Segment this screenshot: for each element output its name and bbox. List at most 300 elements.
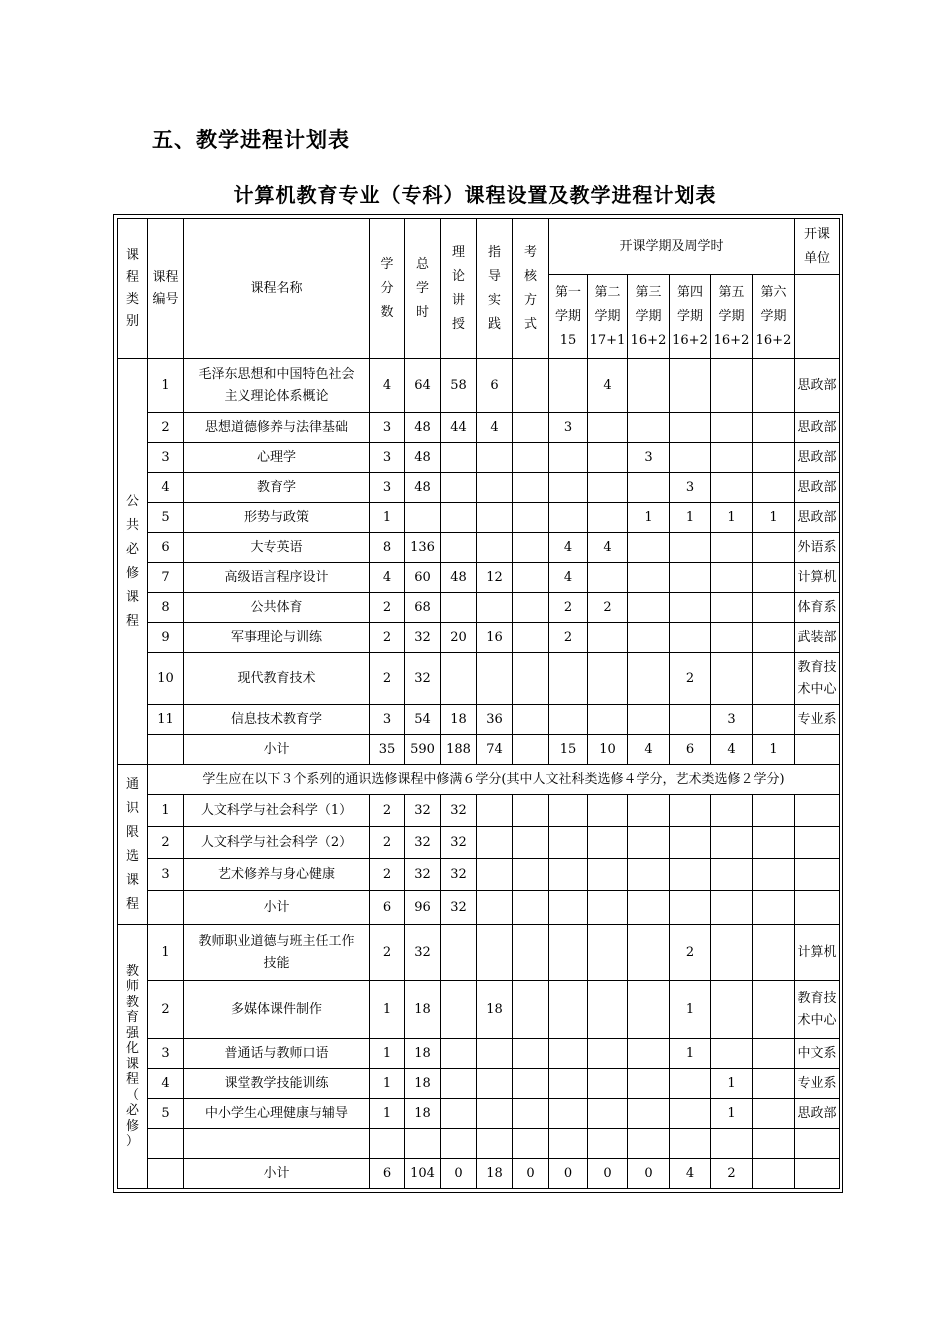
course-unit (795, 705, 840, 735)
course-no: 9 (148, 623, 184, 653)
category-char: 修 (125, 565, 139, 581)
course-hours: 68 (405, 593, 441, 623)
category-char: 共 (125, 517, 139, 533)
course-unit-line: 思政部 (797, 449, 837, 465)
course-semester-1 (549, 1039, 588, 1069)
course-semester-6 (753, 981, 795, 1039)
course-name (184, 653, 370, 705)
course-unit-line: 体育系 (797, 599, 837, 615)
course-semester-6 (753, 705, 795, 735)
table-row (118, 1129, 840, 1159)
course-semester-3 (628, 1039, 670, 1069)
header-category-char: 类 (125, 291, 139, 307)
course-semester-2: 0 (588, 1159, 628, 1189)
course-semester-5 (711, 359, 753, 413)
course-no: 3 (148, 1039, 184, 1069)
course-semester-3: 0 (628, 1159, 670, 1189)
course-semester-1: 3 (549, 413, 588, 443)
course-no (148, 891, 184, 925)
course-practice (477, 653, 513, 705)
course-semester-2 (588, 1069, 628, 1099)
header-unit-line: 开课 (804, 226, 831, 242)
course-semester-3 (628, 623, 670, 653)
course-semester-4 (670, 563, 711, 593)
course-semester-3 (628, 891, 670, 925)
header-semester-weeks: 16+2 (755, 332, 792, 348)
category-char: 修 (125, 1118, 139, 1134)
course-semester-6 (753, 563, 795, 593)
course-unit-line: 术中心 (797, 681, 837, 697)
course-theory: 48 (441, 563, 477, 593)
course-hours: 60 (405, 563, 441, 593)
course-semester-6 (753, 533, 795, 563)
course-practice (477, 925, 513, 981)
course-semester-2 (588, 859, 628, 891)
header-category (118, 219, 148, 359)
header-credits-char: 学 (380, 256, 394, 272)
table-row (118, 1069, 840, 1099)
course-semester-3 (628, 1069, 670, 1099)
course-unit (795, 1129, 840, 1159)
course-name (184, 1069, 370, 1099)
course-no: 1 (148, 795, 184, 827)
course-semester-4: 6 (670, 735, 711, 765)
course-name (184, 359, 370, 413)
course-semester-4: 2 (670, 653, 711, 705)
course-semester-6 (753, 359, 795, 413)
course-no: 2 (148, 827, 184, 859)
course-practice: 6 (477, 359, 513, 413)
course-semester-2 (588, 1099, 628, 1129)
course-exam (513, 503, 549, 533)
course-hours: 32 (405, 795, 441, 827)
course-credits: 3 (370, 443, 405, 473)
category-char: 程 (125, 613, 139, 629)
course-unit (795, 1039, 840, 1069)
course-semester-3: 3 (628, 443, 670, 473)
course-name-line: 主义理论体系概论 (224, 388, 329, 404)
course-semester-1 (549, 795, 588, 827)
course-name (184, 859, 370, 891)
header-semester-name: 第二 (594, 284, 621, 300)
course-credits: 2 (370, 653, 405, 705)
course-semester-1 (549, 925, 588, 981)
course-semester-5 (711, 593, 753, 623)
course-name-line: 高级语言程序设计 (224, 569, 329, 585)
header-semester-label: 学期 (718, 308, 745, 324)
subtotal-row (118, 735, 840, 765)
course-semester-6 (753, 1099, 795, 1129)
course-practice: 18 (477, 1159, 513, 1189)
course-practice (477, 859, 513, 891)
header-name: 课程名称 (184, 219, 370, 359)
course-exam (513, 1039, 549, 1069)
course-theory: 20 (441, 623, 477, 653)
course-unit-line: 术中心 (797, 1012, 837, 1028)
table-row (118, 623, 840, 653)
subtotal-row (118, 1159, 840, 1189)
course-semester-2 (588, 563, 628, 593)
course-credits: 6 (370, 1159, 405, 1189)
course-unit-line: 专业系 (797, 711, 837, 727)
course-unit-line: 计算机 (797, 944, 837, 960)
course-no: 6 (148, 533, 184, 563)
course-hours: 104 (405, 1159, 441, 1189)
header-practice-char: 实 (487, 292, 501, 308)
course-credits: 3 (370, 413, 405, 443)
category-char: 通 (125, 776, 139, 792)
course-semester-4: 1 (670, 981, 711, 1039)
course-semester-2 (588, 653, 628, 705)
course-semester-5 (711, 443, 753, 473)
course-semester-5 (711, 795, 753, 827)
course-semester-4: 4 (670, 1159, 711, 1189)
course-credits: 4 (370, 359, 405, 413)
course-semester-2 (588, 443, 628, 473)
category-char: 强 (125, 1025, 139, 1041)
course-semester-2: 10 (588, 735, 628, 765)
course-name (184, 1099, 370, 1129)
header-semester-5 (711, 275, 753, 359)
header-category-char: 程 (125, 269, 139, 285)
course-name-line: 艺术修养与身心健康 (217, 866, 335, 882)
category-char: 公 (125, 493, 139, 509)
header-code (148, 219, 184, 359)
category-char: 必 (125, 1103, 139, 1118)
course-semester-6 (753, 1129, 795, 1159)
course-name-line: 技能 (263, 955, 290, 971)
course-semester-1 (549, 653, 588, 705)
course-no: 7 (148, 563, 184, 593)
course-name (184, 925, 370, 981)
course-practice (477, 891, 513, 925)
course-theory: 32 (441, 891, 477, 925)
course-no: 2 (148, 413, 184, 443)
course-semester-6 (753, 925, 795, 981)
course-no (148, 1129, 184, 1159)
course-credits: 35 (370, 735, 405, 765)
course-theory (441, 503, 477, 533)
course-theory: 188 (441, 735, 477, 765)
course-semester-6 (753, 1039, 795, 1069)
header-semester-1 (549, 275, 588, 359)
course-unit (795, 925, 840, 981)
course-name (184, 443, 370, 473)
course-name (184, 1159, 370, 1189)
header-total-hours-char: 时 (415, 304, 429, 320)
category-char: 选 (125, 848, 139, 864)
category-char: 程 (125, 896, 139, 912)
header-semester-2 (588, 275, 628, 359)
course-semester-3 (628, 859, 670, 891)
course-hours: 18 (405, 1099, 441, 1129)
course-hours: 18 (405, 1069, 441, 1099)
course-semester-2: 4 (588, 359, 628, 413)
course-no: 2 (148, 981, 184, 1039)
course-semester-1 (549, 1129, 588, 1159)
course-exam (513, 1129, 549, 1159)
course-hours: 32 (405, 925, 441, 981)
header-semester-weeks: 17+1 (589, 332, 626, 348)
course-exam (513, 413, 549, 443)
course-hours: 54 (405, 705, 441, 735)
course-practice (477, 1039, 513, 1069)
header-semester-label: 学期 (635, 308, 662, 324)
course-semester-3 (628, 827, 670, 859)
header-unit-empty (795, 275, 840, 359)
course-name (184, 735, 370, 765)
course-semester-2 (588, 705, 628, 735)
course-unit (795, 1159, 840, 1189)
course-hours: 18 (405, 981, 441, 1039)
header-unit-line: 单位 (804, 250, 831, 266)
course-exam (513, 473, 549, 503)
course-semester-1 (549, 503, 588, 533)
header-credits-char: 分 (380, 280, 394, 296)
course-credits: 2 (370, 925, 405, 981)
course-semester-6 (753, 859, 795, 891)
course-unit-line: 专业系 (797, 1075, 837, 1091)
course-theory (441, 473, 477, 503)
course-name-line: 思想道德修养与法律基础 (204, 419, 348, 435)
course-practice (477, 503, 513, 533)
course-practice: 74 (477, 735, 513, 765)
course-name-line: 教育学 (256, 479, 296, 495)
course-semester-2 (588, 1129, 628, 1159)
course-semester-1 (549, 705, 588, 735)
course-no: 1 (148, 925, 184, 981)
course-semester-3 (628, 981, 670, 1039)
course-semester-1 (549, 359, 588, 413)
course-exam (513, 533, 549, 563)
course-theory: 32 (441, 795, 477, 827)
course-semester-4 (670, 1129, 711, 1159)
course-theory (441, 981, 477, 1039)
course-practice: 18 (477, 981, 513, 1039)
course-theory: 0 (441, 1159, 477, 1189)
course-practice (477, 533, 513, 563)
header-row-1 (118, 219, 840, 275)
course-semester-3 (628, 795, 670, 827)
course-semester-3 (628, 413, 670, 443)
course-semester-5: 1 (711, 503, 753, 533)
course-credits: 3 (370, 705, 405, 735)
course-name-line: 毛泽东思想和中国特色社会 (198, 366, 355, 382)
course-name-line: 课堂教学技能训练 (224, 1075, 329, 1091)
course-semester-2 (588, 623, 628, 653)
course-hours: 48 (405, 413, 441, 443)
course-semester-1: 0 (549, 1159, 588, 1189)
table-row (118, 359, 840, 413)
course-semester-6 (753, 1069, 795, 1099)
header-total-hours-char: 总 (415, 256, 429, 272)
course-credits: 4 (370, 563, 405, 593)
course-hours: 32 (405, 827, 441, 859)
course-unit (795, 735, 840, 765)
course-semester-4: 2 (670, 925, 711, 981)
table-row (118, 563, 840, 593)
course-theory (441, 443, 477, 473)
course-semester-6 (753, 413, 795, 443)
header-exam-char: 考 (523, 244, 537, 260)
course-name (184, 503, 370, 533)
course-semester-4 (670, 413, 711, 443)
course-theory (441, 593, 477, 623)
course-semester-4: 1 (670, 503, 711, 533)
course-credits: 8 (370, 533, 405, 563)
course-theory (441, 653, 477, 705)
course-semester-3: 4 (628, 735, 670, 765)
course-name-line: 现代教育技术 (237, 670, 316, 686)
course-semester-1 (549, 1099, 588, 1129)
course-semester-3 (628, 533, 670, 563)
header-exam (513, 219, 549, 359)
table-row (118, 1099, 840, 1129)
course-semester-5 (711, 1129, 753, 1159)
course-semester-3 (628, 1129, 670, 1159)
course-exam (513, 827, 549, 859)
course-unit (795, 623, 840, 653)
course-semester-2 (588, 891, 628, 925)
course-semester-5 (711, 891, 753, 925)
course-hours: 32 (405, 623, 441, 653)
course-name-line: 形势与政策 (243, 509, 309, 525)
course-name (184, 705, 370, 735)
header-semester-label: 学期 (760, 308, 787, 324)
group2-category (118, 765, 148, 925)
course-semester-3 (628, 925, 670, 981)
header-semester-weeks: 16+2 (630, 332, 667, 348)
elective-note: 学生应在以下３个系列的通识选修课程中修满６学分(其中人文社科类选修４学分，艺术类选修２学分) (148, 765, 840, 795)
course-exam (513, 705, 549, 735)
course-hours (405, 503, 441, 533)
course-semester-6 (753, 795, 795, 827)
course-semester-6 (753, 443, 795, 473)
course-exam (513, 593, 549, 623)
course-semester-2: 2 (588, 593, 628, 623)
course-practice (477, 473, 513, 503)
course-semester-1: 4 (549, 563, 588, 593)
course-semester-5 (711, 473, 753, 503)
course-credits: 2 (370, 593, 405, 623)
course-name (184, 563, 370, 593)
course-exam (513, 735, 549, 765)
course-semester-4 (670, 533, 711, 563)
course-plan-table (117, 218, 840, 1189)
course-semester-4 (670, 1069, 711, 1099)
header-semester-label: 学期 (554, 308, 581, 324)
course-semester-4: 1 (670, 1039, 711, 1069)
header-exam-char: 核 (523, 268, 537, 284)
table-row (118, 653, 840, 705)
course-theory (441, 1099, 477, 1129)
course-theory: 44 (441, 413, 477, 443)
category-char: 课 (125, 589, 139, 605)
course-name (184, 413, 370, 443)
course-hours: 32 (405, 859, 441, 891)
course-exam (513, 981, 549, 1039)
course-practice (477, 1099, 513, 1129)
header-practice-char: 指 (487, 244, 501, 260)
category-char: 师 (125, 979, 139, 994)
course-unit (795, 981, 840, 1039)
header-semester-name: 第五 (718, 284, 745, 300)
course-exam (513, 623, 549, 653)
course-practice (477, 795, 513, 827)
course-name-line: 人文科学与社会科学（2） (200, 834, 353, 850)
course-unit-line: 教育技 (797, 659, 837, 675)
course-practice (477, 1069, 513, 1099)
course-name (184, 1039, 370, 1069)
course-semester-5 (711, 859, 753, 891)
course-unit-line: 中文系 (797, 1045, 837, 1061)
course-no (148, 1159, 184, 1189)
course-semester-5 (711, 653, 753, 705)
course-credits: 3 (370, 473, 405, 503)
course-unit (795, 473, 840, 503)
course-name-line: 信息技术教育学 (230, 711, 322, 727)
course-credits: 2 (370, 795, 405, 827)
course-semester-5: 1 (711, 1069, 753, 1099)
course-no: 3 (148, 443, 184, 473)
course-semester-3 (628, 653, 670, 705)
course-exam (513, 859, 549, 891)
course-semester-1: 15 (549, 735, 588, 765)
table-row (118, 413, 840, 443)
header-semesters-group: 开课学期及周学时 (549, 219, 795, 275)
table-row (118, 473, 840, 503)
course-semester-5: 4 (711, 735, 753, 765)
course-semester-4 (670, 859, 711, 891)
course-semester-5 (711, 981, 753, 1039)
category-char: 教 (125, 994, 139, 1010)
course-no: 4 (148, 473, 184, 503)
course-no: 8 (148, 593, 184, 623)
course-hours: 96 (405, 891, 441, 925)
header-semester-6 (753, 275, 795, 359)
course-exam (513, 359, 549, 413)
header-theory-char: 授 (451, 316, 465, 332)
header-practice-char: 践 (487, 316, 501, 332)
course-semester-5: 2 (711, 1159, 753, 1189)
course-practice (477, 443, 513, 473)
header-semester-name: 第六 (760, 284, 787, 300)
course-semester-3 (628, 359, 670, 413)
course-theory: 58 (441, 359, 477, 413)
course-semester-1 (549, 473, 588, 503)
course-unit (795, 859, 840, 891)
course-semester-4 (670, 359, 711, 413)
header-total-hours-char: 学 (415, 280, 429, 296)
course-name-line: 中小学生心理健康与辅导 (204, 1105, 348, 1121)
table-title: 计算机教育专业（专科）课程设置及教学进程计划表 (233, 183, 717, 207)
course-no: 11 (148, 705, 184, 735)
course-semester-2 (588, 925, 628, 981)
section-heading: 五、教学进程计划表 (152, 128, 350, 152)
course-semester-6: 1 (753, 735, 795, 765)
course-unit (795, 593, 840, 623)
course-name-line: 多媒体课件制作 (230, 1001, 322, 1017)
course-name-line: 小计 (263, 899, 290, 915)
group1-category (118, 359, 148, 765)
course-semester-2 (588, 795, 628, 827)
course-name (184, 891, 370, 925)
course-semester-4 (670, 705, 711, 735)
category-char: ） (125, 1134, 139, 1149)
course-unit (795, 359, 840, 413)
course-semester-3 (628, 563, 670, 593)
category-char: 必 (125, 541, 139, 557)
